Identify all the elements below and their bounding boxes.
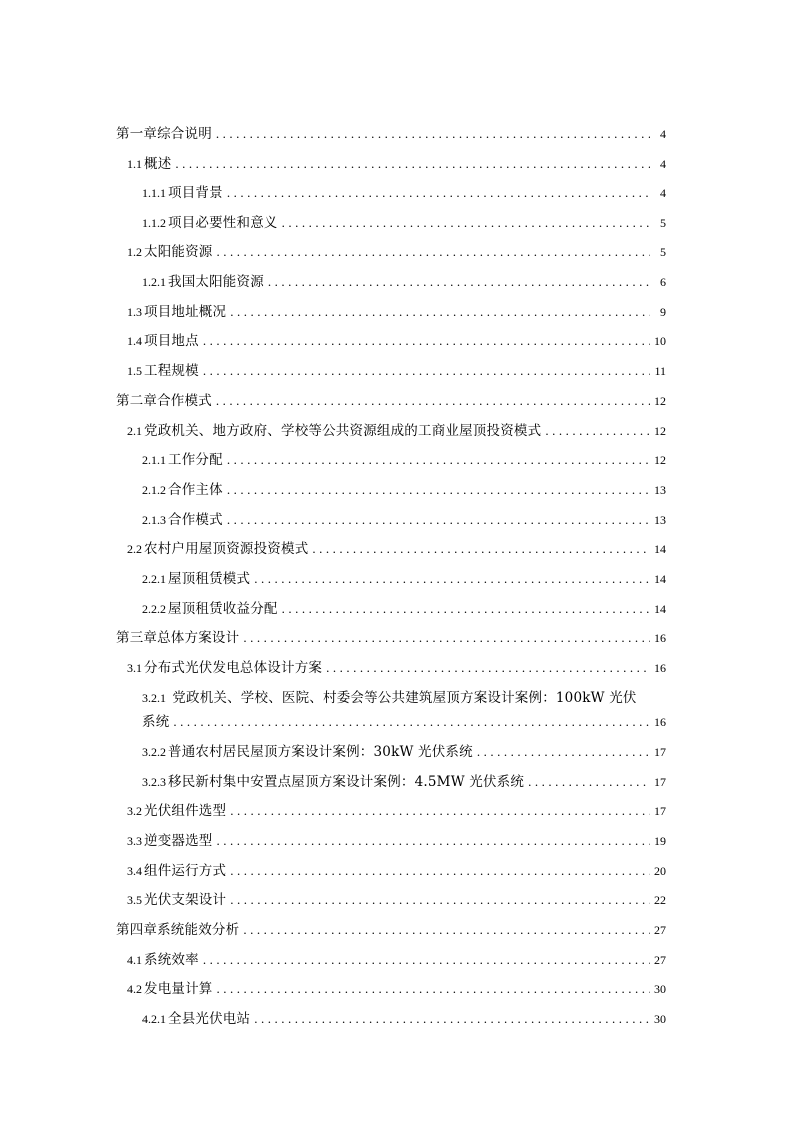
toc-dot-leader	[230, 890, 650, 910]
toc-entry-4-2-1[interactable]	[142, 1009, 666, 1029]
toc-dot-leader	[203, 361, 650, 381]
toc-entry-page: 11	[654, 364, 666, 378]
toc-entry-page: 16	[654, 661, 666, 675]
toc-dot-leader	[203, 331, 650, 351]
toc-entry-3-2-1[interactable]	[142, 712, 666, 732]
toc-entry-page: 30	[654, 982, 666, 996]
toc-entry-2-1-3[interactable]	[142, 510, 666, 530]
toc-entry-page: 22	[654, 893, 666, 907]
toc-entry-title: 农村户用屋顶资源投资模式	[144, 541, 309, 557]
toc-dot-leader	[254, 569, 650, 589]
toc-entry-1-5[interactable]	[127, 361, 666, 381]
toc-entry-title: 第三章总体方案设计	[116, 630, 240, 646]
toc-entry-3-2-3[interactable]	[142, 772, 666, 792]
toc-entry-2-2[interactable]	[127, 539, 666, 559]
toc-dot-leader	[217, 242, 651, 262]
toc-dot-leader	[227, 183, 650, 203]
toc-entry-page: 17	[654, 775, 666, 789]
toc-entry-page: 13	[654, 483, 666, 497]
toc-entry-1-4[interactable]	[127, 331, 666, 351]
toc-dot-leader	[227, 450, 650, 470]
toc-entry-title: 第四章系统能效分析	[116, 922, 240, 938]
toc-entry-title: 屋顶租赁收益分配	[168, 601, 278, 617]
toc-entry-number: 2.2	[127, 542, 142, 556]
toc-entry-page: 16	[654, 715, 666, 729]
toc-entry-page: 17	[654, 804, 666, 818]
toc-entry-title: 组件运行方式	[144, 863, 227, 879]
toc-dot-leader	[243, 920, 650, 940]
toc-dot-leader	[254, 1009, 650, 1029]
toc-entry-title: 屋顶租赁模式	[168, 571, 251, 587]
toc-entry-title: 第一章综合说明	[116, 126, 212, 142]
toc-entry-page: 27	[654, 923, 666, 937]
toc-entry-number: 2.1.1	[142, 453, 166, 467]
toc-entry-2-1-2[interactable]	[142, 480, 666, 500]
toc-entry-page: 9	[660, 305, 666, 319]
toc-dot-leader	[268, 272, 650, 292]
toc-entry-page: 4	[660, 157, 666, 171]
toc-dot-leader	[230, 302, 650, 322]
toc-entry-2-2-2[interactable]	[142, 599, 666, 619]
toc-entry-page: 14	[654, 542, 666, 556]
toc-dot-leader	[282, 213, 650, 233]
toc-entry-number: 1.3	[127, 305, 142, 319]
toc-entry-number: 3.2.2	[142, 745, 166, 759]
toc-entry-title: 光伏组件选型	[144, 803, 227, 819]
toc-entry-1-1-2[interactable]	[142, 213, 666, 233]
toc-entry-number: 3.4	[127, 864, 142, 878]
toc-entry-title: 工程规模	[144, 363, 199, 379]
toc-entry-number: 3.2.3	[142, 775, 166, 789]
toc-entry-3-2[interactable]	[127, 801, 666, 821]
toc-entry-number: 4.2.1	[142, 1012, 166, 1026]
toc-dot-leader	[545, 421, 650, 441]
toc-entry-page: 6	[660, 275, 666, 289]
toc-entry-title: 分布式光伏发电总体设计方案	[144, 660, 323, 676]
toc-entry-title: 我国太阳能资源	[168, 274, 264, 290]
toc-entry-3-2-1-line1[interactable]	[142, 688, 637, 708]
toc-entry-title: 普通农村居民屋顶方案设计案例：30kW 光伏系统	[168, 744, 473, 760]
toc-entry-2-1[interactable]	[127, 421, 666, 441]
toc-entry-number: 2.2.2	[142, 602, 166, 616]
toc-dot-leader	[282, 599, 650, 619]
toc-dot-leader	[243, 628, 650, 648]
toc-entry-title: 全县光伏电站	[168, 1011, 251, 1027]
toc-entry-number: 1.5	[127, 364, 142, 378]
toc-entry-page: 5	[660, 245, 666, 259]
toc-entry-title: 概述	[144, 156, 172, 172]
toc-entry-page: 16	[654, 631, 666, 645]
toc-entry-number: 2.2.1	[142, 572, 166, 586]
toc-entry-title: 系统效率	[144, 952, 199, 968]
toc-entry-title-continuation: 系统	[142, 714, 170, 730]
toc-dot-leader	[216, 124, 650, 144]
toc-entry-number: 1.1.2	[142, 216, 166, 230]
toc-entry-title: 太阳能资源	[144, 244, 213, 260]
toc-entry-title: 第二章合作模式	[116, 393, 212, 409]
toc-entry-4-2[interactable]	[127, 979, 666, 999]
toc-entry-title: 项目必要性和意义	[168, 215, 278, 231]
toc-entry-4-1[interactable]	[127, 950, 666, 970]
toc-entry-1-1-1[interactable]	[142, 183, 666, 203]
toc-entry-title: 合作模式	[168, 512, 223, 528]
toc-entry-title: 项目背景	[168, 185, 223, 201]
toc-entry-1-1[interactable]	[127, 154, 666, 174]
toc-entry-number: 3.5	[127, 893, 142, 907]
toc-entry-number: 3.3	[127, 834, 142, 848]
toc-entry-3-4[interactable]	[127, 861, 666, 881]
toc-entry-page: 10	[654, 334, 666, 348]
toc-entry-number: 1.1	[127, 157, 142, 171]
toc-entry-page: 4	[660, 127, 666, 141]
toc-entry-page: 19	[654, 834, 666, 848]
toc-entry-number: 2.1	[127, 424, 142, 438]
toc-entry-chapter-2[interactable]	[116, 391, 666, 411]
toc-dot-leader	[477, 742, 650, 762]
toc-dot-leader	[217, 831, 651, 851]
toc-entry-2-2-1[interactable]	[142, 569, 666, 589]
toc-entry-number: 1.4	[127, 334, 142, 348]
toc-entry-title: 党政机关、学校、医院、村委会等公共建筑屋顶方案设计案例：100kW 光伏	[172, 690, 637, 706]
toc-dot-leader	[528, 772, 650, 792]
toc-entry-number: 4.2	[127, 982, 142, 996]
toc-entry-page: 14	[654, 602, 666, 616]
toc-entry-page: 12	[654, 453, 666, 467]
toc-entry-2-1-1[interactable]	[142, 450, 666, 470]
toc-dot-leader	[216, 391, 650, 411]
toc-dot-leader	[203, 950, 650, 970]
toc-entry-number: 2.1.3	[142, 513, 166, 527]
toc-dot-leader	[230, 801, 650, 821]
toc-entry-number: 4.1	[127, 953, 142, 967]
toc-entry-number: 1.1.1	[142, 186, 166, 200]
toc-entry-page: 12	[654, 424, 666, 438]
toc-entry-chapter-4[interactable]	[116, 920, 666, 940]
toc-entry-page: 30	[654, 1012, 666, 1026]
toc-dot-leader	[175, 154, 650, 174]
toc-entry-1-3[interactable]	[127, 302, 666, 322]
toc-entry-title: 发电量计算	[144, 981, 213, 997]
toc-entry-3-2-2[interactable]	[142, 742, 666, 762]
toc-entry-chapter-1[interactable]	[116, 124, 666, 144]
toc-entry-page: 12	[654, 394, 666, 408]
toc-entry-page: 27	[654, 953, 666, 967]
toc-entry-3-5[interactable]	[127, 890, 666, 910]
toc-entry-number: 1.2.1	[142, 275, 166, 289]
toc-entry-3-1[interactable]	[127, 658, 666, 678]
toc-entry-1-2[interactable]	[127, 242, 666, 262]
toc-entry-page: 4	[660, 186, 666, 200]
toc-entry-title: 移民新村集中安置点屋顶方案设计案例：4.5MW 光伏系统	[168, 774, 525, 790]
toc-entry-number: 1.2	[127, 245, 142, 259]
toc-entry-page: 14	[654, 572, 666, 586]
toc-entry-title: 逆变器选型	[144, 833, 213, 849]
toc-dot-leader	[230, 861, 650, 881]
toc-entry-title: 工作分配	[168, 452, 223, 468]
toc-entry-chapter-3[interactable]	[116, 628, 666, 648]
toc-entry-page: 13	[654, 513, 666, 527]
toc-entry-3-3[interactable]	[127, 831, 666, 851]
toc-dot-leader	[227, 480, 650, 500]
toc-entry-title: 合作主体	[168, 482, 223, 498]
toc-entry-title: 光伏支架设计	[144, 892, 227, 908]
toc-entry-number: 2.1.2	[142, 483, 166, 497]
toc-entry-number: 3.2	[127, 804, 142, 818]
toc-dot-leader	[217, 979, 651, 999]
toc-entry-number: 3.1	[127, 661, 142, 675]
toc-dot-leader	[173, 712, 650, 732]
toc-entry-title: 项目地点	[144, 333, 199, 349]
toc-dot-leader	[326, 658, 650, 678]
toc-dot-leader	[227, 510, 650, 530]
toc-entry-number: 3.2.1	[142, 691, 166, 705]
toc-entry-title: 党政机关、地方政府、学校等公共资源组成的工商业屋顶投资模式	[144, 423, 542, 439]
toc-entry-page: 17	[654, 745, 666, 759]
toc-dot-leader	[312, 539, 650, 559]
toc-entry-page: 20	[654, 864, 666, 878]
toc-entry-page: 5	[660, 216, 666, 230]
toc-entry-title: 项目地址概况	[144, 304, 227, 320]
toc-entry-1-2-1[interactable]	[142, 272, 666, 292]
